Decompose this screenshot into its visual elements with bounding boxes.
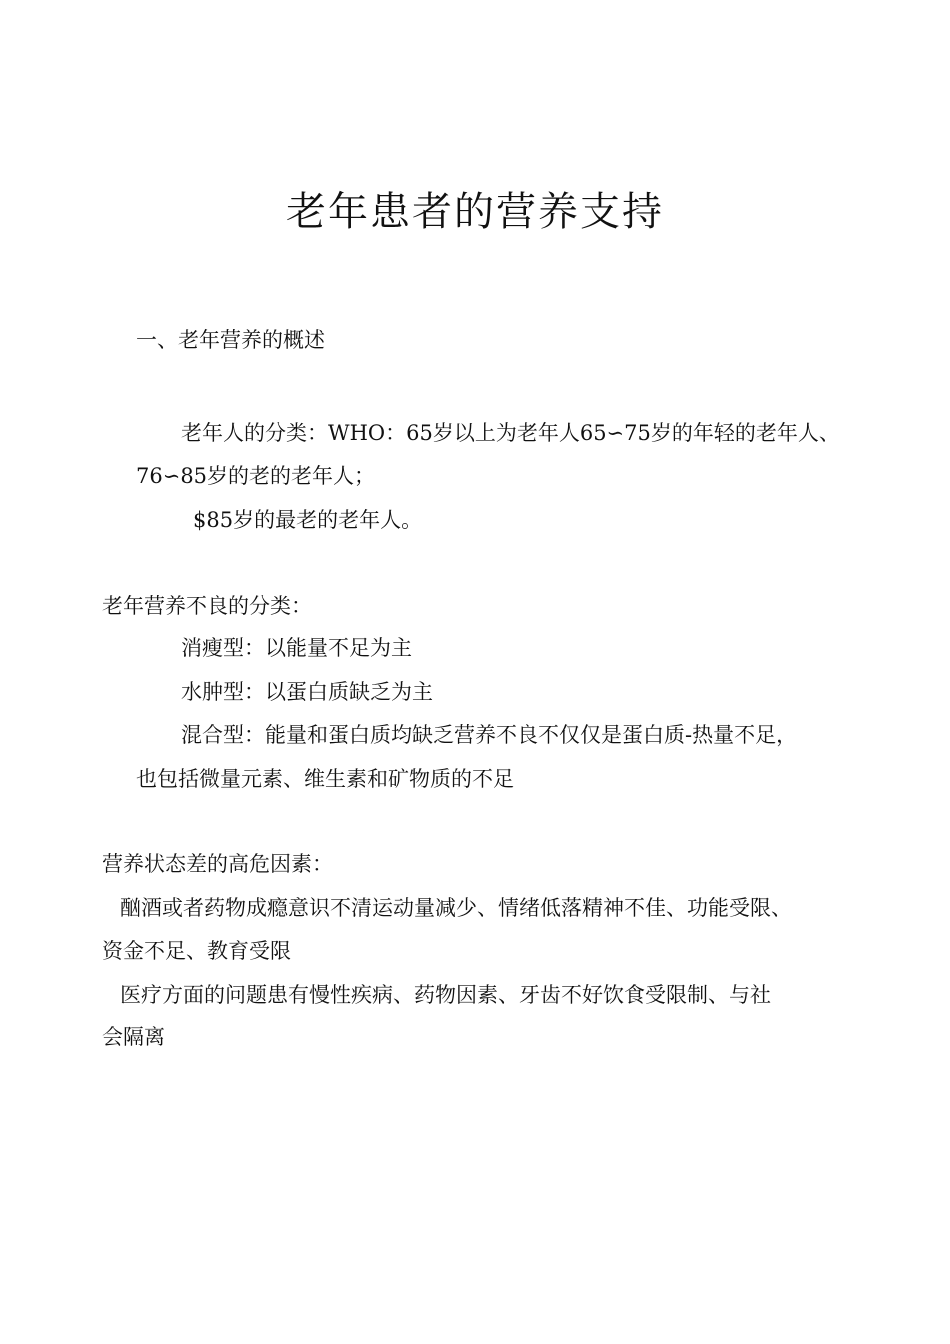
malnutrition-type-mixed-line-2: 也包括微量元素、维生素和矿物质的不足: [136, 767, 514, 791]
section-heading-overview: 一、老年营养的概述: [136, 328, 325, 352]
risk-factors-medical-line-1: 医疗方面的问题患有慢性疾病、药物因素、牙齿不好饮食受限制、与社: [120, 983, 771, 1007]
classification-line-3: $85岁的最老的老年人。: [193, 508, 423, 532]
classification-line-1: 老年人的分类：WHO：65岁以上为老年人65∽75岁的年轻的老年人、: [181, 421, 840, 445]
classification-line-2: 76∽85岁的老的老年人；: [136, 464, 376, 488]
risk-factors-heading: 营养状态差的高危因素：: [102, 852, 333, 876]
malnutrition-type-wasting: 消瘦型：以能量不足为主: [181, 636, 412, 660]
malnutrition-type-edema: 水肿型：以蛋白质缺乏为主: [181, 680, 433, 704]
risk-factors-social-line-2: 资金不足、教育受限: [102, 939, 291, 963]
malnutrition-heading: 老年营养不良的分类：: [102, 594, 312, 618]
document-title: 老年患者的营养支持: [286, 189, 664, 235]
malnutrition-type-mixed-line-1: 混合型：能量和蛋白质均缺乏营养不良不仅仅是蛋白质-热量不足，: [181, 723, 798, 747]
risk-factors-medical-line-2: 会隔离: [102, 1025, 165, 1049]
risk-factors-social-line-1: 酗酒或者药物成瘾意识不清运动量减少、情绪低落精神不佳、功能受限、: [120, 896, 792, 920]
